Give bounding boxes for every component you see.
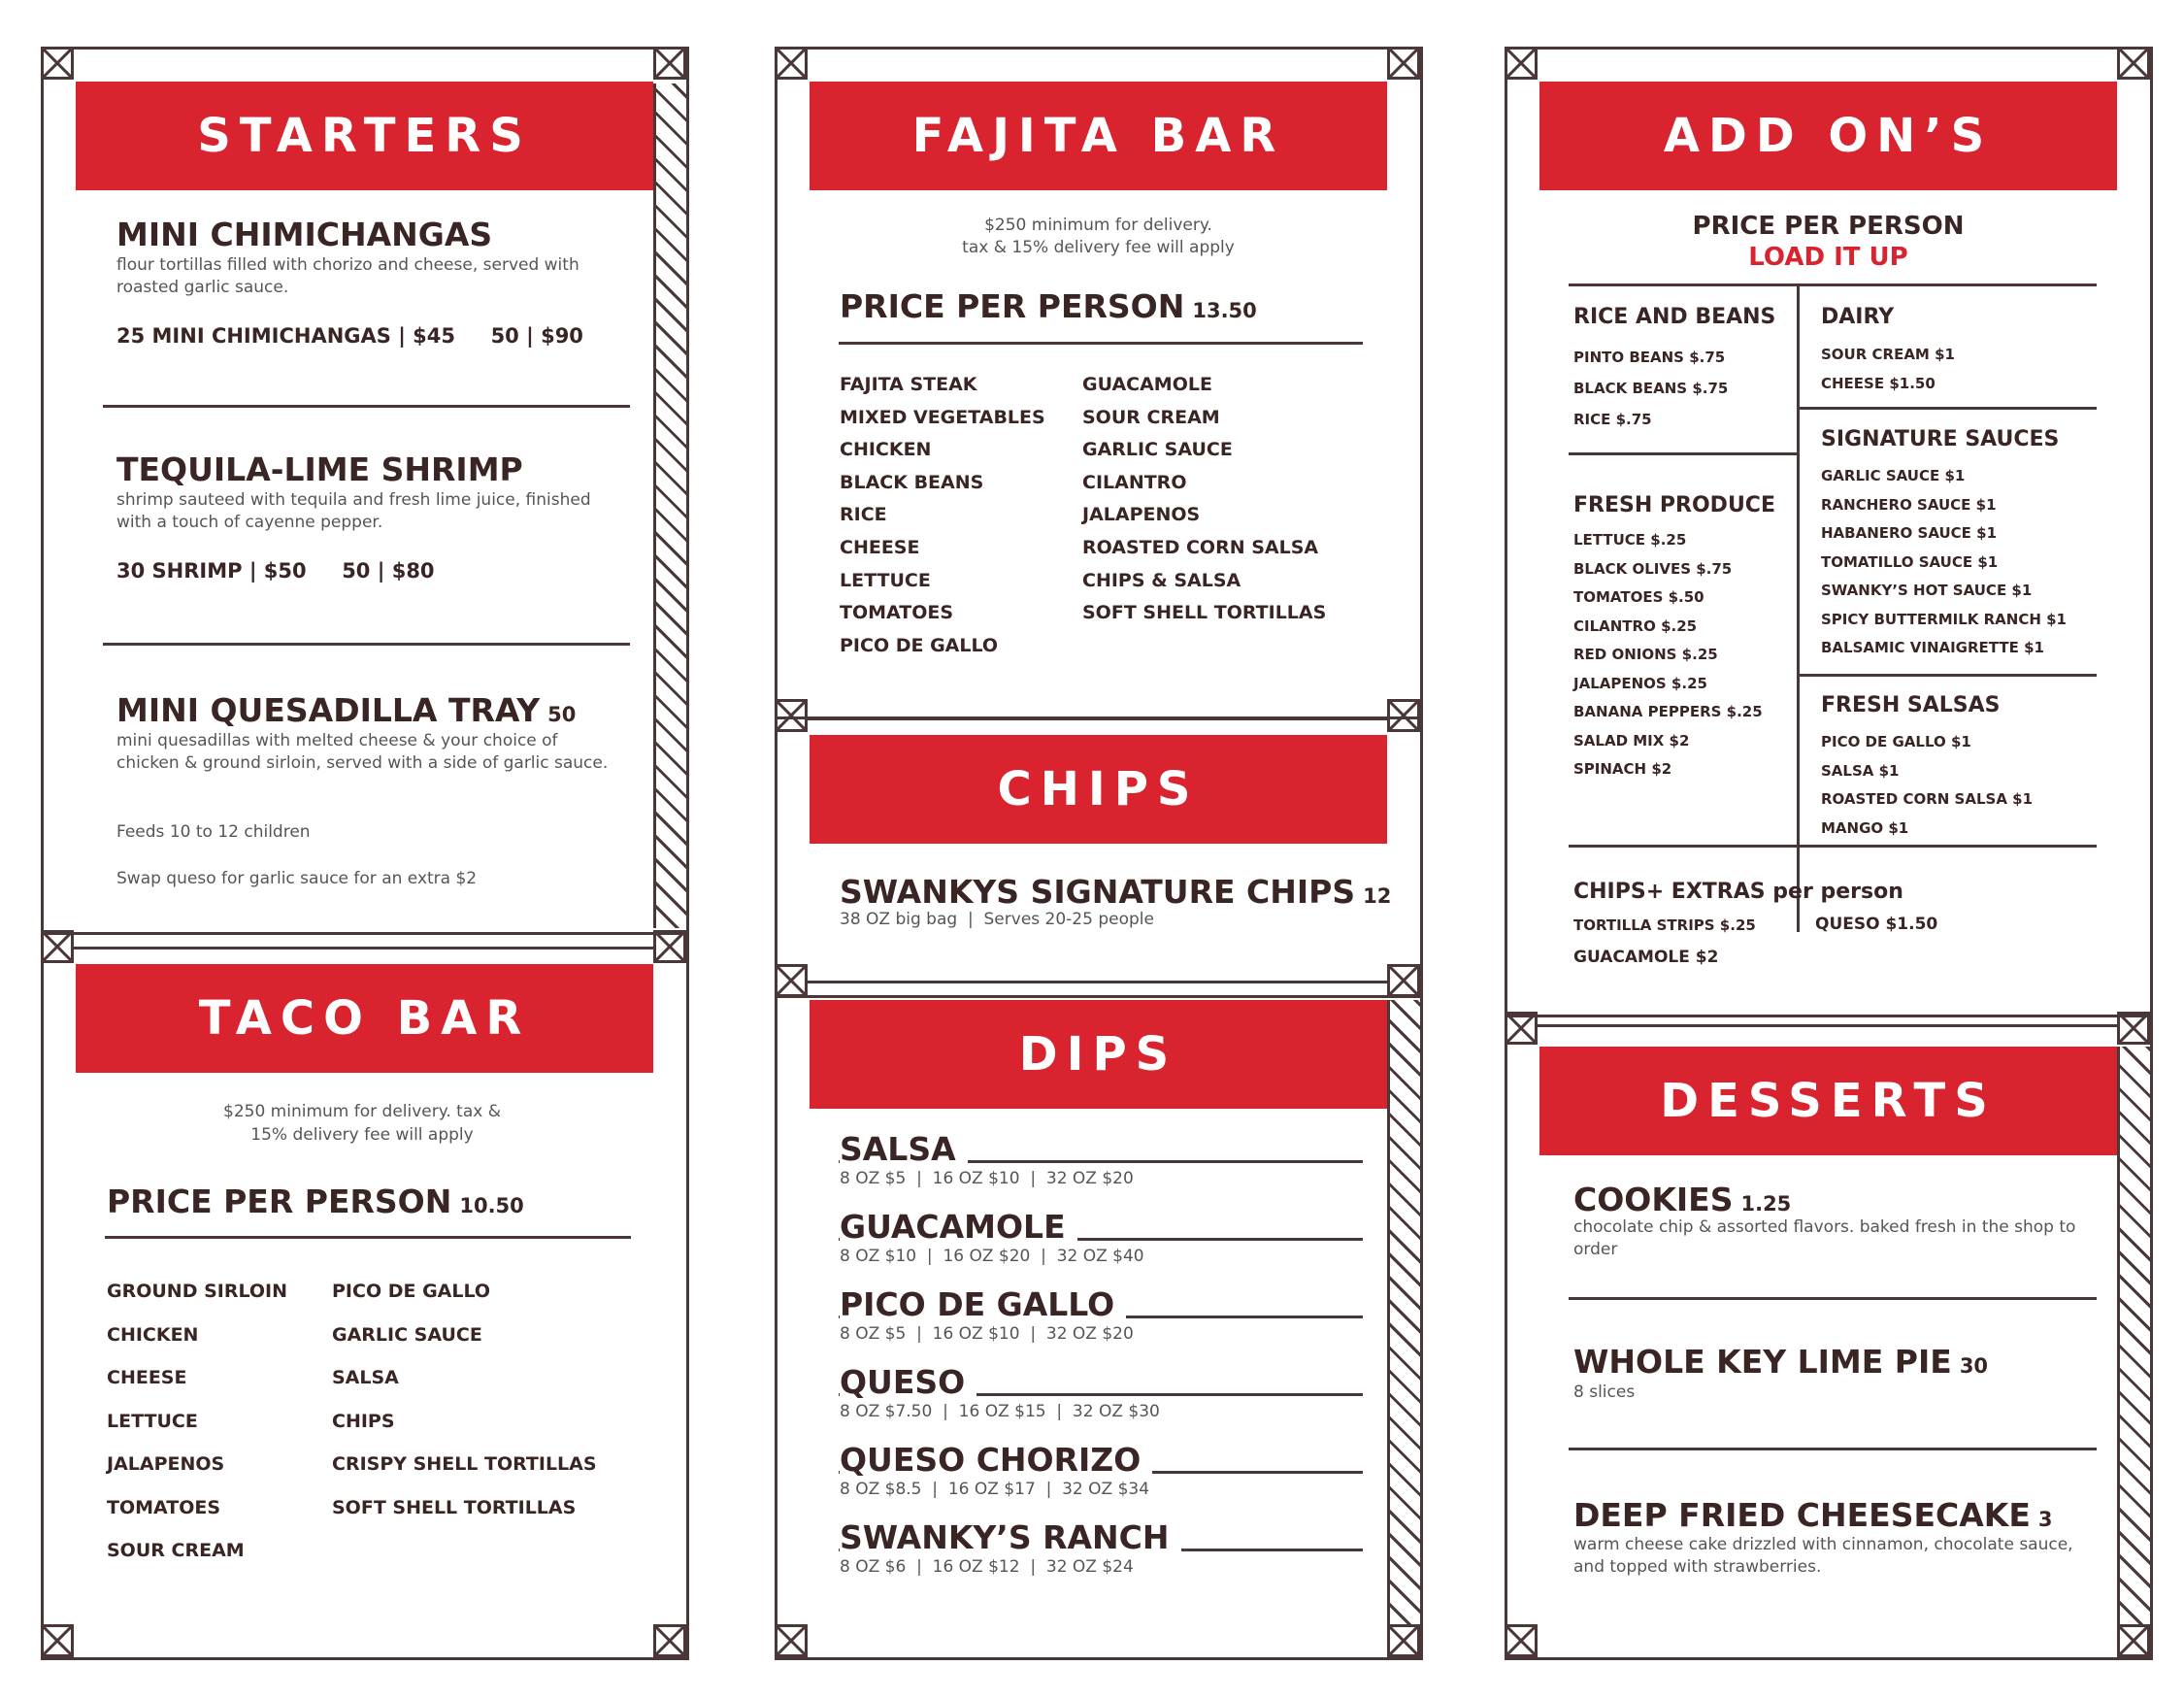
item-title: DEEP FRIED CHEESECAKE 3 <box>1573 1496 2053 1534</box>
list-item: JALAPENOS $.25 <box>1573 674 1707 692</box>
list-item: TOMATOES <box>107 1496 221 1518</box>
corner-ornament <box>653 1624 686 1657</box>
list-item: CHICKEN <box>107 1323 199 1346</box>
dip-name: QUESO <box>840 1363 976 1401</box>
corner-ornament <box>775 1624 808 1657</box>
chips-extra-item: TORTILLA STRIPS $.25 <box>1573 916 1756 934</box>
sauces-list <box>1821 462 2067 663</box>
divider <box>839 342 1363 345</box>
divider <box>1569 845 2097 848</box>
item-title: WHOLE KEY LIME PIE 30 <box>1573 1343 1989 1381</box>
corner-ornament <box>653 47 686 80</box>
divider <box>103 405 630 408</box>
list-item: BALSAMIC VINAIGRETTE $1 <box>1821 639 2044 656</box>
corner-ornament <box>2117 1624 2150 1657</box>
list-item: CHEESE $1.50 <box>1821 375 1936 392</box>
list-item: PINTO BEANS $.75 <box>1573 349 1726 366</box>
dips-header: DIPS <box>810 1000 1387 1109</box>
item-desc: chocolate chip & assorted flavors. baked fresh in the shop to order <box>1573 1217 2076 1259</box>
corner-ornament <box>2117 47 2150 80</box>
list-item: HABANERO SAUCE $1 <box>1821 524 1998 542</box>
dip-name: SALSA <box>840 1130 968 1168</box>
list-item: CHIPS & SALSA <box>1082 569 1241 591</box>
list-item: JALAPENOS <box>107 1453 225 1475</box>
list-item: CHEESE <box>840 536 920 558</box>
list-item: MANGO $1 <box>1821 818 1909 837</box>
list-item: SOUR CREAM $1 <box>1821 346 1955 363</box>
dips-panel <box>810 1000 1387 1624</box>
list-item: LETTUCE $.25 <box>1573 531 1687 549</box>
dip-sizes: 8 OZ $6 | 16 OZ $12 | 32 OZ $24 <box>840 1557 1134 1577</box>
addons-subtitle: PRICE PER PERSON <box>1692 212 1965 241</box>
list-item: CRISPY SHELL TORTILLAS <box>332 1453 597 1475</box>
dip-name: PICO DE GALLO <box>840 1285 1126 1323</box>
item-title: MINI CHIMICHANGAS <box>116 216 493 253</box>
chips-extra-item: GUACAMOLE $2 <box>1573 948 1719 967</box>
dip-sizes: 8 OZ $5 | 16 OZ $10 | 32 OZ $20 <box>840 1169 1134 1188</box>
taco-bar-panel <box>76 964 653 1624</box>
list-item: SWANKY’S HOT SAUCE $1 <box>1821 582 2033 599</box>
dip-name: QUESO CHORIZO <box>840 1441 1152 1479</box>
starters-header: STARTERS <box>76 82 653 190</box>
dip-name: GUACAMOLE <box>840 1208 1077 1246</box>
corner-ornament <box>1505 47 1538 80</box>
list-item: SALSA <box>332 1367 399 1388</box>
list-item: PICO DE GALLO $1 <box>1821 733 1971 750</box>
dip-sizes: 8 OZ $10 | 16 OZ $20 | 32 OZ $40 <box>840 1247 1144 1266</box>
price-per-person: PRICE PER PERSON 10.50 <box>107 1183 524 1220</box>
dairy-title: DAIRY <box>1821 305 1895 329</box>
salsas-list <box>1821 728 2033 843</box>
list-item: GARLIC SAUCE <box>1082 439 1233 461</box>
list-item: TOMATOES <box>840 602 954 624</box>
list-item: SOUR CREAM <box>1082 406 1220 428</box>
item-title: MINI QUESADILLA TRAY 50 <box>116 691 577 729</box>
item-desc: mini quesadillas with melted cheese & your choice of chicken & ground sirloin, served with a side of garlic sauce. <box>116 731 609 773</box>
list-item: SPINACH $2 <box>1573 760 1672 778</box>
list-item: RANCHERO SAUCE $1 <box>1821 495 1997 514</box>
taco-list-col2 <box>332 1270 597 1529</box>
taco-bar-header: TACO BAR <box>76 964 653 1073</box>
dip-sizes: 8 OZ $8.5 | 16 OZ $17 | 32 OZ $34 <box>840 1480 1150 1499</box>
list-item: PICO DE GALLO <box>332 1281 491 1302</box>
delivery-note: tax & 15% delivery fee will apply <box>962 238 1235 257</box>
list-item: TOMATILLO SAUCE $1 <box>1821 552 1999 571</box>
desserts-header: DESSERTS <box>1539 1047 2117 1155</box>
chips-desc: 38 OZ big bag | Serves 20-25 people <box>840 910 1154 929</box>
rice-beans-list <box>1573 342 1728 435</box>
delivery-note: $250 minimum for delivery. tax & 15% delivery fee will apply <box>223 1102 501 1145</box>
item-title: COOKIES 1.25 <box>1573 1181 1792 1218</box>
chips-panel <box>810 735 1392 968</box>
column-divider <box>1797 285 1800 932</box>
item-note: Feeds 10 to 12 children <box>116 822 311 842</box>
produce-list <box>1573 526 1763 784</box>
list-item: SOUR CREAM <box>107 1540 245 1561</box>
list-item: CHIPS <box>332 1410 395 1432</box>
list-item: SALAD MIX $2 <box>1573 731 1690 750</box>
item-desc: 8 slices <box>1573 1383 1636 1402</box>
chips-header: CHIPS <box>810 735 1387 844</box>
divider <box>1569 1297 2097 1300</box>
starters-hatch <box>653 83 686 928</box>
list-item: CHEESE <box>107 1367 187 1388</box>
fajita-header: FAJITA BAR <box>810 82 1387 190</box>
list-item: FAJITA STEAK <box>840 374 977 395</box>
list-item: BLACK BEANS $.75 <box>1573 380 1729 397</box>
divider <box>103 643 630 646</box>
list-item: BLACK BEANS <box>840 471 984 493</box>
list-item: GARLIC SAUCE $1 <box>1821 467 1966 484</box>
dairy-list <box>1821 340 1955 398</box>
item-title: TEQUILA-LIME SHRIMP <box>116 450 523 488</box>
item-note: Swap queso for garlic sauce for an extra $2 <box>116 869 478 888</box>
list-item: ROASTED CORN SALSA $1 <box>1821 790 2034 808</box>
list-item: JALAPENOS <box>1082 504 1201 526</box>
divider <box>1569 452 1799 455</box>
corner-ornament <box>41 1624 74 1657</box>
list-item: CILANTRO <box>1082 471 1187 493</box>
list-item: CHICKEN <box>840 439 932 461</box>
list-item: RICE <box>840 504 887 526</box>
divider <box>105 1236 631 1239</box>
dip-sizes: 8 OZ $7.50 | 16 OZ $15 | 32 OZ $30 <box>840 1402 1160 1421</box>
list-item: GARLIC SAUCE <box>332 1323 482 1346</box>
corner-ornament <box>1387 964 1420 997</box>
corner-ornament <box>1505 1624 1538 1657</box>
list-item: SOFT SHELL TORTILLAS <box>1082 602 1327 624</box>
list-item: MIXED VEGETABLES <box>840 406 1045 428</box>
sauces-title: SIGNATURE SAUCES <box>1821 427 2060 451</box>
dip-name: SWANKY’S RANCH <box>840 1518 1181 1556</box>
dip-sizes: 8 OZ $5 | 16 OZ $10 | 32 OZ $20 <box>840 1324 1134 1344</box>
list-item: SPICY BUTTERMILK RANCH $1 <box>1821 610 2067 628</box>
item-pricing: 30 SHRIMP | $50 50 | $80 <box>116 559 435 583</box>
list-item: PICO DE GALLO <box>840 634 999 656</box>
produce-title: FRESH PRODUCE <box>1573 493 1775 517</box>
item-pricing: 25 MINI CHIMICHANGAS | $45 50 | $90 <box>116 324 583 348</box>
item-desc: warm cheese cake drizzled with cinnamon, chocolate sauce, and topped with strawberries. <box>1573 1535 2073 1577</box>
list-item: GUACAMOLE <box>1082 374 1212 395</box>
price-per-person: PRICE PER PERSON 13.50 <box>840 287 1257 325</box>
list-item: RICE $.75 <box>1573 411 1652 428</box>
list-item: SALSA $1 <box>1821 761 1900 780</box>
list-item: BLACK OLIVES $.75 <box>1573 559 1733 578</box>
salsas-title: FRESH SALSAS <box>1821 693 2001 717</box>
divider <box>1569 283 2097 286</box>
dips-hatch <box>1387 1000 1420 1626</box>
fajita-list-col2 <box>1082 369 1326 630</box>
list-item: BANANA PEPPERS $.25 <box>1573 703 1763 720</box>
list-item: RED ONIONS $.25 <box>1573 646 1718 663</box>
corner-ornament <box>775 964 808 997</box>
chips-extras-title: CHIPS+ EXTRAS per person <box>1573 880 1903 904</box>
chips-item-title: SWANKYS SIGNATURE CHIPS 12 <box>840 873 1392 911</box>
list-item: ROASTED CORN SALSA <box>1082 536 1319 558</box>
divider <box>1799 674 2097 677</box>
list-item: CILANTRO $.25 <box>1573 616 1698 635</box>
list-item: LETTUCE <box>107 1410 198 1432</box>
fajita-panel <box>810 82 1387 703</box>
corner-ornament <box>1387 47 1420 80</box>
rice-beans-title: RICE AND BEANS <box>1573 305 1776 329</box>
item-desc: shrimp sauteed with tequila and fresh lime juice, finished with a touch of cayenne pepper. <box>116 490 591 532</box>
chips-extra-item: QUESO $1.50 <box>1815 915 1938 934</box>
item-desc: flour tortillas filled with chorizo and cheese, served with roasted garlic sauce. <box>116 255 579 297</box>
delivery-note: $250 minimum for delivery. <box>984 216 1212 235</box>
divider <box>1799 407 2097 410</box>
fajita-list-col1 <box>840 369 1045 662</box>
addons-panel <box>1539 82 2117 1010</box>
taco-list-col1 <box>107 1270 287 1573</box>
desserts-hatch <box>2117 1047 2150 1624</box>
divider <box>1569 1448 2097 1450</box>
corner-ornament <box>1387 1624 1420 1657</box>
list-item: TOMATOES $.50 <box>1573 588 1704 606</box>
addons-tagline: LOAD IT UP <box>1748 243 1908 272</box>
starters-panel <box>76 82 653 931</box>
desserts-panel <box>1539 1047 2117 1624</box>
addons-header: ADD ON’S <box>1539 82 2117 190</box>
corner-ornament <box>775 47 808 80</box>
corner-ornament <box>41 47 74 80</box>
list-item: GROUND SIRLOIN <box>107 1281 288 1302</box>
list-item: SOFT SHELL TORTILLAS <box>332 1496 577 1518</box>
list-item: LETTUCE <box>840 569 931 591</box>
